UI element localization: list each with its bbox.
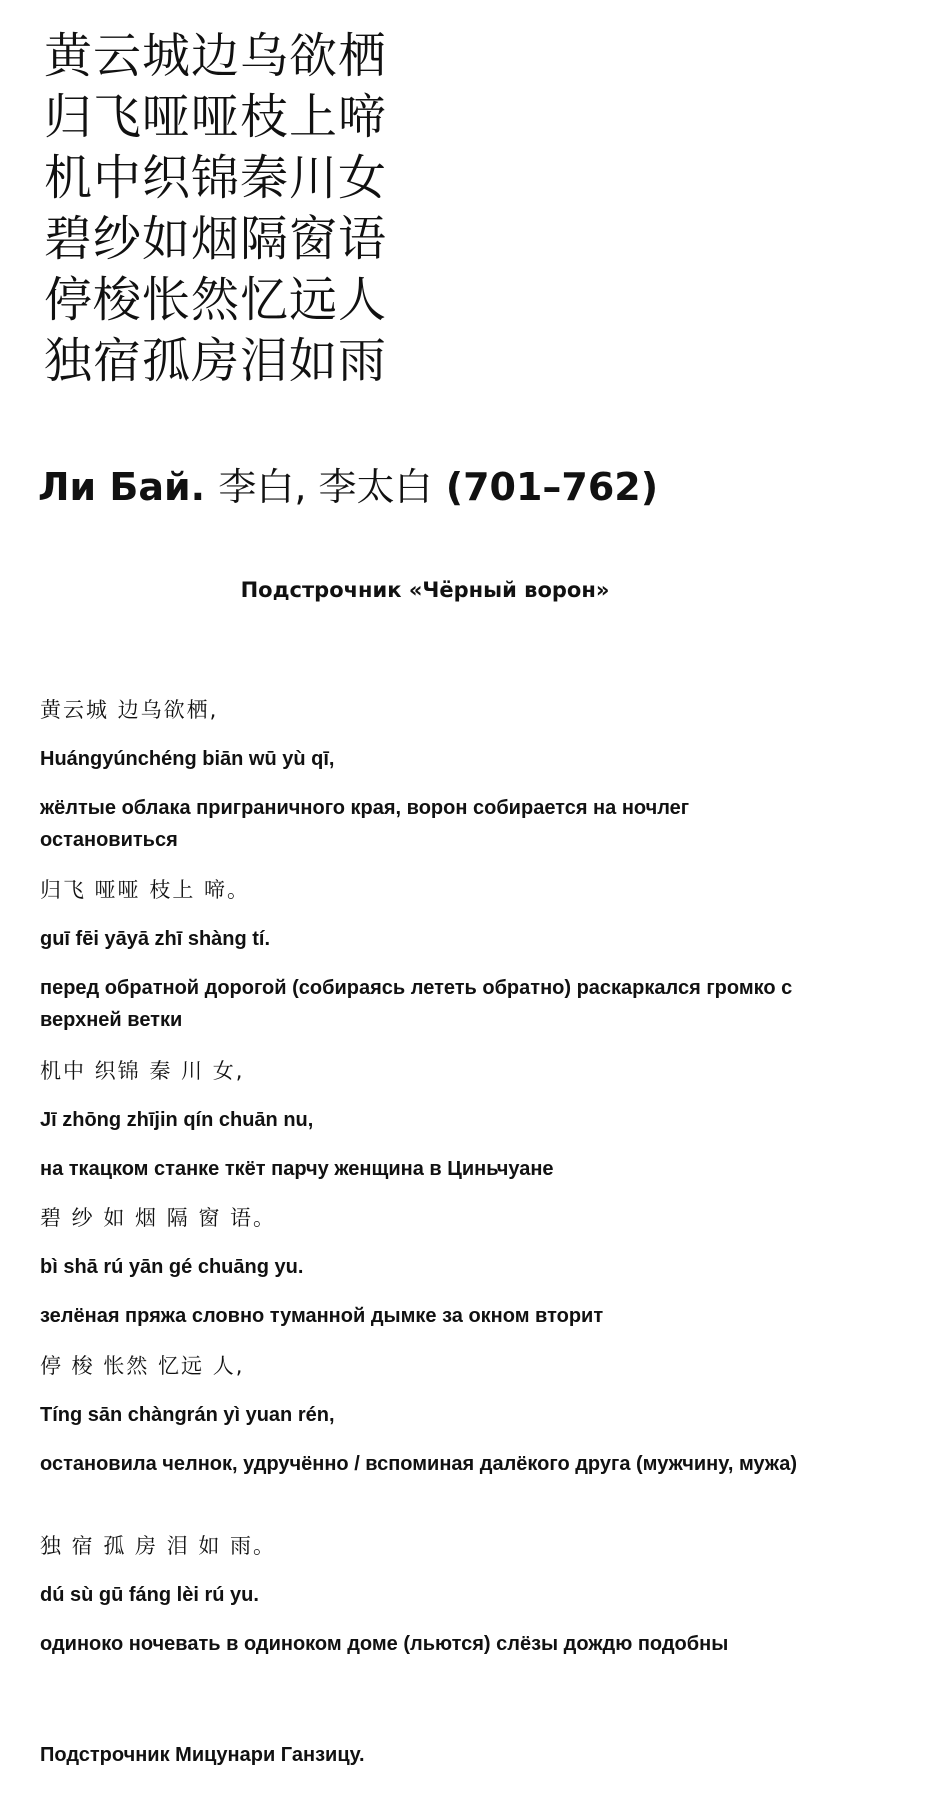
russian-translation: зелёная пряжа словно туманной дымке за окном вторит bbox=[40, 1305, 604, 1327]
chinese-line: 碧 纱 如 烟 隔 窗 语。 bbox=[40, 1206, 277, 1230]
poem-line: 黄云城边乌欲栖 bbox=[44, 28, 388, 84]
poem-line: 独宿孤房泪如雨 bbox=[44, 333, 388, 389]
pinyin-line: Huángyúnchéng biān wū yù qī, bbox=[40, 748, 335, 770]
footer-credit: Подстрочник Мицунари Ганзицу. bbox=[40, 1744, 365, 1766]
russian-translation: жёлтые облака приграничного края, ворон собирается на ночлег остановиться bbox=[40, 797, 690, 851]
chinese-line: 黄云城 边乌欲栖, bbox=[40, 698, 219, 722]
pinyin-line: Jī zhōng zhījin qín chuān nu, bbox=[40, 1109, 314, 1131]
poem-line: 归飞哑哑枝上啼 bbox=[44, 89, 388, 145]
pinyin-line: Tíng sān chàngrán yì yuan rén, bbox=[40, 1404, 335, 1426]
author-name-ru: Ли Бай. bbox=[38, 465, 206, 509]
chinese-line: 独 宿 孤 房 泪 如 雨。 bbox=[40, 1534, 277, 1558]
chinese-line: 停 梭 怅然 忆远 人, bbox=[40, 1354, 245, 1378]
poem-line: 机中织锦秦川女 bbox=[44, 150, 388, 206]
poem-image bbox=[44, 26, 444, 392]
russian-translation: остановила челнок, удручённо / вспоминая далёкого друга (мужчину, мужа) bbox=[40, 1453, 798, 1475]
author-name-cn: 李白, 李太白 bbox=[218, 465, 433, 509]
page-subtitle: Подстрочник «Чёрный ворон» bbox=[240, 578, 610, 602]
pinyin-line: guī fēi yāyā zhī shàng tí. bbox=[40, 928, 271, 950]
russian-translation: перед обратной дорогой (собираясь лететь обратно) раскаркался громко с верхней ветки bbox=[40, 977, 793, 1031]
author-heading bbox=[38, 462, 658, 512]
russian-translation: на ткацком станке ткёт парчу женщина в Циньчуане bbox=[40, 1158, 554, 1180]
pinyin-line: bì shā rú yān gé chuāng yu. bbox=[40, 1256, 304, 1278]
author-years: (701–762) bbox=[445, 465, 659, 509]
poem-line: 碧纱如烟隔窗语 bbox=[44, 211, 388, 267]
russian-translation: одиноко ночевать в одиноком доме (льются) слёзы дождю подобны bbox=[40, 1633, 729, 1655]
pinyin-line: dú sù gū fáng lèi rú yu. bbox=[40, 1584, 259, 1606]
poem-line: 停梭怅然忆远人 bbox=[44, 272, 388, 328]
chinese-line: 机中 织锦 秦 川 女, bbox=[40, 1059, 245, 1083]
chinese-line: 归飞 哑哑 枝上 啼。 bbox=[40, 878, 251, 902]
